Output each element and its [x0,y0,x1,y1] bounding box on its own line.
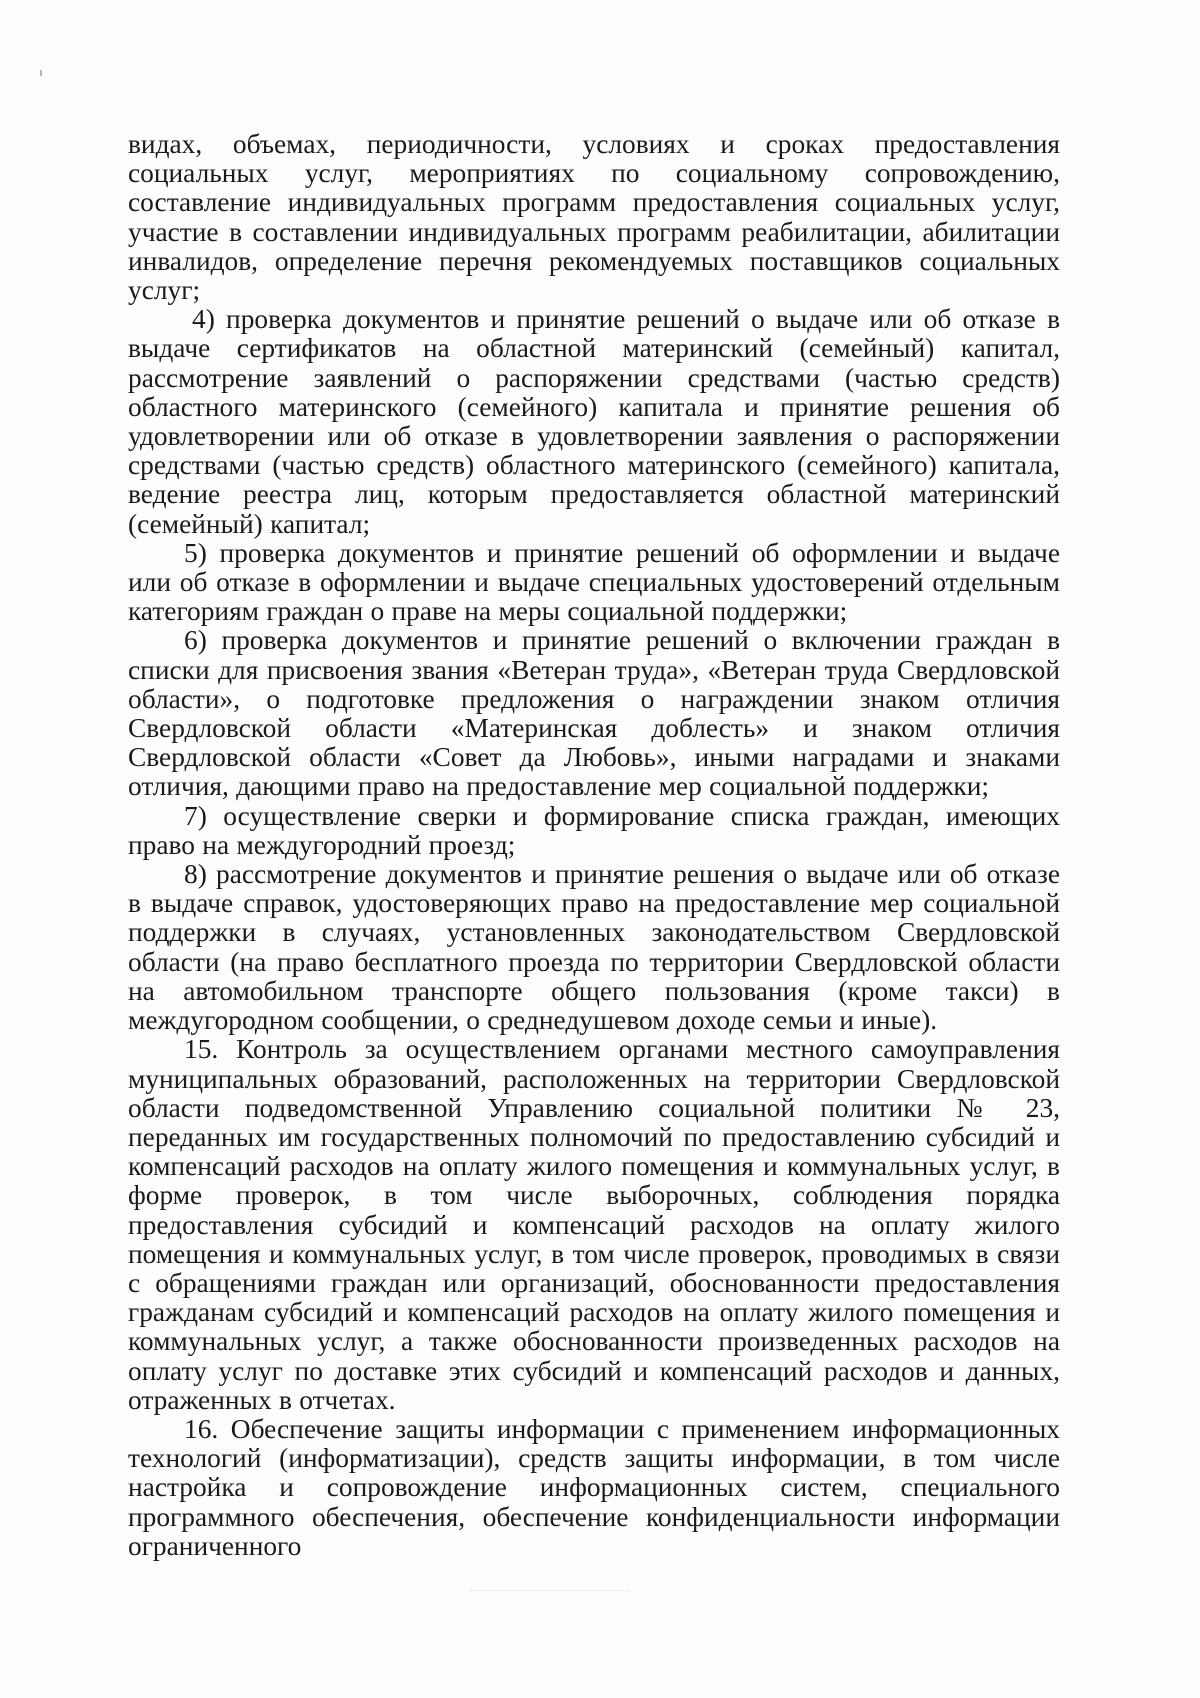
paragraph-item-7: 7) осуществление сверки и формирование списка граждан, имеющих право на междугородний проезд; [128,800,1060,860]
paragraph-section-15: 15. Контроль за осуществлением органами местного самоуправления муниципальных образований, расположенных на территории Свердловской области подведомственной Управлению социальной политики № 23, переданных им государственных полномочий по предоставлению субсидий и компенсаций расходов на оплату жилого помещения и коммунальных услуг, в форме проверок, в том числе выборочных, соблюдения порядка предоставления субсидий и компенсаций расходов на оплату жилого помещения и коммунальных услуг, в том числе проверок, проводимых в связи с обращениями граждан или организаций, обоснованности предоставления гражданам субсидий и компенсаций расходов на оплату жилого помещения и коммунальных услуг, а также обоснованности произведенных расходов на оплату услуг по доставке этих субсидий и компенсаций расходов и данных, отраженных в отчетах. [128,1034,1060,1415]
paragraph-item-4: 4) проверка документов и принятие решений о выдаче или об отказе в выдаче сертификатов на областной материнский (семейный) капитал, рассмотрение заявлений о распоряжении средствами (частью средств) областного материнского (семейного) капитала и принятие решения об удовлетворении или об отказе в удовлетворении заявления о распоряжении средствами (частью средств) областного материнского (семейного) капитала, ведение реестра лиц, которым предоставляется областной материнский (семейный) капитал; [128,304,1060,539]
scan-artifact [470,1590,630,1592]
document-body [128,130,1060,1561]
paragraph-item-5: 5) проверка документов и принятие решений об оформлении и выдаче или об отказе в оформлении и выдаче специальных удостоверений отдельным категориям граждан о праве на меры социальной поддержки; [128,537,1060,627]
paragraph-continuation: видах, объемах, периодичности, условиях и сроках предоставления социальных услуг, мероприятиях по социальному сопровождению, составление индивидуальных программ предоставления социальных услуг, участие в составлении индивидуальных программ реабилитации, абилитации инвалидов, определение перечня рекомендуемых поставщиков социальных услуг; [128,129,1060,306]
scan-mark [40,70,42,76]
paragraph-item-6: 6) проверка документов и принятие решений о включении граждан в списки для присвоения звания «Ветеран труда», «Ветеран труда Свердловской области», о подготовке предложения о награждении знаком отличия Свердловской области «Материнская доблесть» и знаком отличия Свердловской области «Совет да Любовь», иными наградами и знаками отличия, дающими право на предоставление мер социальной поддержки; [128,625,1060,802]
paragraph-section-16: 16. Обеспечение защиты информации с применением информационных технологий (информатизации), средств защиты информации, в том числе настройка и сопровождение информационных систем, специального программного обеспечения, обеспечение конфиденциальности информации ограниченного [128,1413,1060,1561]
paragraph-item-8: 8) рассмотрение документов и принятие решения о выдаче или об отказе в выдаче справок, удостоверяющих право на предоставление мер социальной поддержки в случаях, установленных законодательством Свердловской области (на право бесплатного проезда по территории Свердловской области на автомобильном транспорте общего пользования (кроме такси) в междугородном сообщении, о среднедушевом доходе семьи и иные). [128,859,1060,1036]
